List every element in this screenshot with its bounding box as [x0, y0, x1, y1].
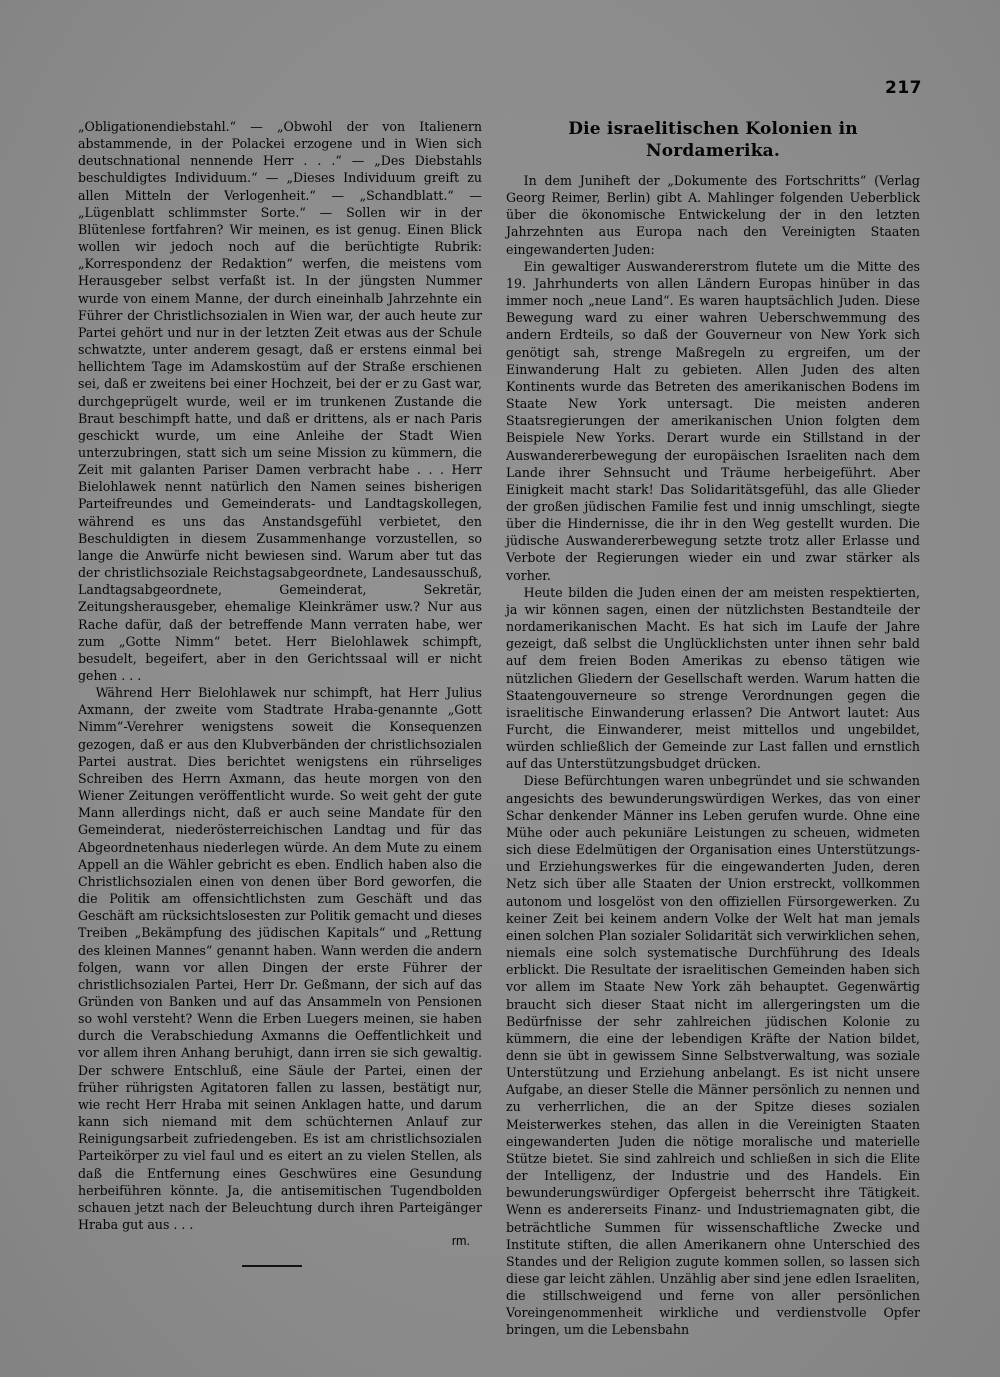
left-paragraph-1: „Obligationendiebstahl.“ — „Obwohl der von Italienern abstammende, in der Polackei erzogene und in Wien sich deutschnational nennende Herr . . .“ — „Des Diebstahls beschuldigtes Individuum.“ — „Dieses Individuum greift zu allen Mitteln der Verlogenheit.“ — „Schandblatt.“ — „Lügenblatt schlimmster Sorte.“ — Sollen wir in der Blütenlese fortfahren? Wir meinen, es ist genug. Einen Blick wollen wir jedoch noch auf die berüchtigte Rubrik: „Korrespondenz der Redaktion“ werfen, die meistens vom Herausgeber selbst verfaßt ist. In der jüngsten Nummer wurde von einem Manne, der durch eineinhalb Jahrzehnte ein Führer der Christlichsozialen in Wien war, der auch heute zur Partei gehört und nur in der letzten Zeit etwas aus der Schule schwatzte, unter anderem gesagt, daß er erstens einmal bei hellichtem Tage im Adamskostüm auf der Straße erschienen sei, daß er zweitens bei einer Hochzeit, bei der er zu Gast war, durchgeprügelt wurde, weil er im trunkenen Zustande die Braut beschimpft hatte, und daß er drittens, als er nach Paris geschickt wurde, um eine Anleihe der Stadt Wien unterzubringen, statt sich um seine Mission zu kümmern, die Zeit mit galanten Pariser Damen verbracht habe . . . Herr Bielohlawek nennt natürlich den Namen seines bisherigen Parteifreundes und Gemeinderats- und Landtagskollegen, während es uns das Anstandsgefühl verbietet, den Beschuldigten in diesem Zusammenhange vorzustellen, so lange die Anwürfe nicht bewiesen sind. Warum aber tut das der christlichsoziale Reichstagsabgeordnete, Landesausschuß, Landtagsabgeordnete, Gemeinderat, Sekretär, Zeitungsherausgeber, ehemalige Kleinkrämer usw.? Nur aus Rache dafür, daß der betreffende Mann verraten habe, wer zum „Gotte Nimm“ betet. Herr Bielohlawek schimpft, besudelt, begeifert, aber in den Gerichtssaal will er nicht gehen . . . [78, 119, 482, 683]
left-column [78, 118, 482, 1250]
article-title: Die israelitischen Kolonien in Nordamerika. [568, 119, 858, 161]
right-paragraph-4: Diese Befürchtungen waren unbegründet und sie schwanden angesichts des bewunderungswürdigen Werkes, das von einer Schar denkender Männer ins Leben gerufen wurde. Ohne eine Mühe oder auch pekuniäre Leistungen zu scheuen, widmeten sich diese Edelmütigen der Organisation eines Unterstützungs- und Erziehungswerkes für die eingewanderten Juden, deren Netz sich über alle Staaten der Union erstreckt, vollkommen autonom und losgelöst von den offiziellen Fürsorgewerken. Zu keiner Zeit bei keinem andern Volke der Welt hat man jemals einen solchen Plan sozialer Solidarität sich verwirklichen sehen, niemals eine solch systematische Durchführung des Ideals erblickt. Die Resultate der israelitischen Gemeinden haben sich vor allem im Staate New York zäh behauptet. Gegenwärtig braucht sich dieser Staat nicht im allergeringsten um die Bedürfnisse der sehr zahlreichen jüdischen Kolonie zu kümmern, die eine der lebendigen Kräfte der Nation bildet, denn sie übt in gewissem Sinne Selbstverwaltung, was soziale Unterstützung und Erziehung anbelangt. Es ist nicht unsere Aufgabe, an dieser Stelle die Männer persönlich zu nennen und zu verherrlichen, die an der Spitze dieses sozialen Meisterwerkes stehen, das allen in die Vereinigten Staaten eingewanderten Juden die nötige moralische und materielle Stütze bietet. Sie sind zahlreich und schließen in sich die Elite der Intelligenz, der Industrie und des Handels. Ein bewunderungswürdiger Opfergeist beherrscht ihre Tätigkeit. Wenn es andererseits Finanz- und Industriemagnaten gibt, die beträchtliche Summen für wissenschaftliche Zwecke und Institute stiften, die allen Amerikanern ohne Unterschied des Standes und der Religion zugute kommen sollen, so lassen sich diese gar leicht zählen. Unzählig aber sind jene edlen Israeliten, die stillschweigend und ferne von aller persönlichen Voreingenommenheit wirkliche und verdienstvolle Opfer bringen, um die Lebensbahn [506, 773, 920, 1338]
page-number: 217 [885, 78, 922, 98]
article-signature-line [78, 1233, 482, 1250]
left-paragraph-2: Während Herr Bielohlawek nur schimpft, hat Herr Julius Axmann, der zweite vom Stadtrate Hraba-genannte „Gott Nimm“-Verehrer wenigstens soweit die Konsequenzen gezogen, daß er aus den Klubverbänden der christlichsozialen Partei austrat. Dies berichtet wenigstens ein rührseliges Schreiben des Herrn Axmann, das heute morgen von den Wiener Zeitungen veröffentlicht wurde. So weit geht der gute Mann allerdings nicht, daß er auch seine Mandate für den Gemeinderat, niederösterreichischen Landtag und für das Abgeordnetenhaus niederlegen würde. An dem Mute zu einem Appell an die Wähler gebricht es eben. Endlich haben also die Christlichsozialen einen von denen über Bord geworfen, die die Politik am offensichtlichsten zum Geschäft und das Geschäft am rücksichtslosesten zur Politik gemacht und dieses Treiben „Bekämpfung des jüdischen Kapitals“ und „Rettung des kleinen Mannes“ genannt haben. Wann werden die andern folgen, wann vor allen Dingen der erste Führer der christlichsozialen Partei, Herr Dr. Geßmann, der sich auf das Gründen von Banken und auf das Ansammeln von Pensionen so wohl versteht? Wenn die Erben Luegers meinen, sie haben durch die Verabschiedung Axmanns die Oeffentlichkeit und vor allem ihren Anhang beruhigt, dann irren sie sich gewaltig. Der schwere Entschluß, eine Säule der Partei, einen der früher rührigsten Agitatoren fallen zu lassen, bestätigt nur, wie recht Herr Hraba mit seinen Anklagen hatte, und darum kann sich niemand mit dem schüchternen Anlauf zur Reinigungsarbeit zufriedengeben. Es ist am christlichsozialen Parteikörper zu viel faul und es eitert an zu vielen Stellen, als daß die Entfernung eines Geschwüres eine Gesundung herbeiführen könnte. Ja, die antisemitischen Tugendbolden schauen jetzt nach der Beleuchtung durch ihren Parteigänger Hraba gut aus . . . [78, 685, 482, 1232]
right-column [506, 118, 920, 1339]
section-divider [242, 1265, 302, 1267]
article-signature: rm. [451, 1234, 470, 1249]
right-paragraph-1: In dem Juniheft der „Dokumente des Fortschritts“ (Verlag Georg Reimer, Berlin) gibt A. Mahlinger folgenden Ueberblick über die ökonomische Entwickelung der in den letzten Jahrzehnten aus Europa nach den Vereinigten Staaten eingewanderten Juden: [506, 173, 920, 257]
right-paragraph-3: Heute bilden die Juden einen der am meisten respektierten, ja wir können sagen, einen der nützlichsten Bestandteile der nordamerikanischen Macht. Es hat sich im Laufe der Jahre gezeigt, daß selbst die Unglücklichsten unter ihnen sehr bald auf dem freien Boden Amerikas zu ebenso tätigen wie nützlichen Gliedern der Gesellschaft werden. Warum hatten die Staatengouverneure so strenge Verordnungen gegen die israelitische Einwanderung erlassen? Die Antwort lautet: Aus Furcht, die Einwanderer, meist mittellos und ungebildet, würden schließlich der Gemeinde zur Last fallen und ernstlich auf das Unterstützungsbudget drücken. [506, 584, 920, 772]
right-paragraph-2: Ein gewaltiger Auswandererstrom flutete um die Mitte des 19. Jahrhunderts von allen Ländern Europas hinüber in das immer noch „neue Land“. Es waren hauptsächlich Juden. Diese Bewegung ward zu einer wahren Ueberschwemmung des andern Erdteils, so daß der Gouverneur von New York sich genötigt sah, strenge Maßregeln zu ergreifen, um der Einwanderung Halt zu gebieten. Allen Juden des alten Kontinents wurde das Betreten des amerikanischen Bodens im Staate New York untersagt. Die meisten anderen Staatsregierungen der amerikanischen Union folgten dem Beispiele New Yorks. Derart wurde ein Stillstand in der Auswandererbewegung der europäischen Israeliten nach dem Lande ihrer Sehnsucht und Träume herbeigeführt. Aber Einigkeit macht stark! Das Solidaritätsgefühl, das alle Glieder der großen jüdischen Familie fest und innig umschlingt, siegte über die Hindernisse, die ihr in den Weg gestellt wurden. Die jüdische Auswandererbewegung setzte trotz aller Erlasse und Verbote der Regierungen wieder ein und zwar stärker als vorher. [506, 258, 920, 583]
